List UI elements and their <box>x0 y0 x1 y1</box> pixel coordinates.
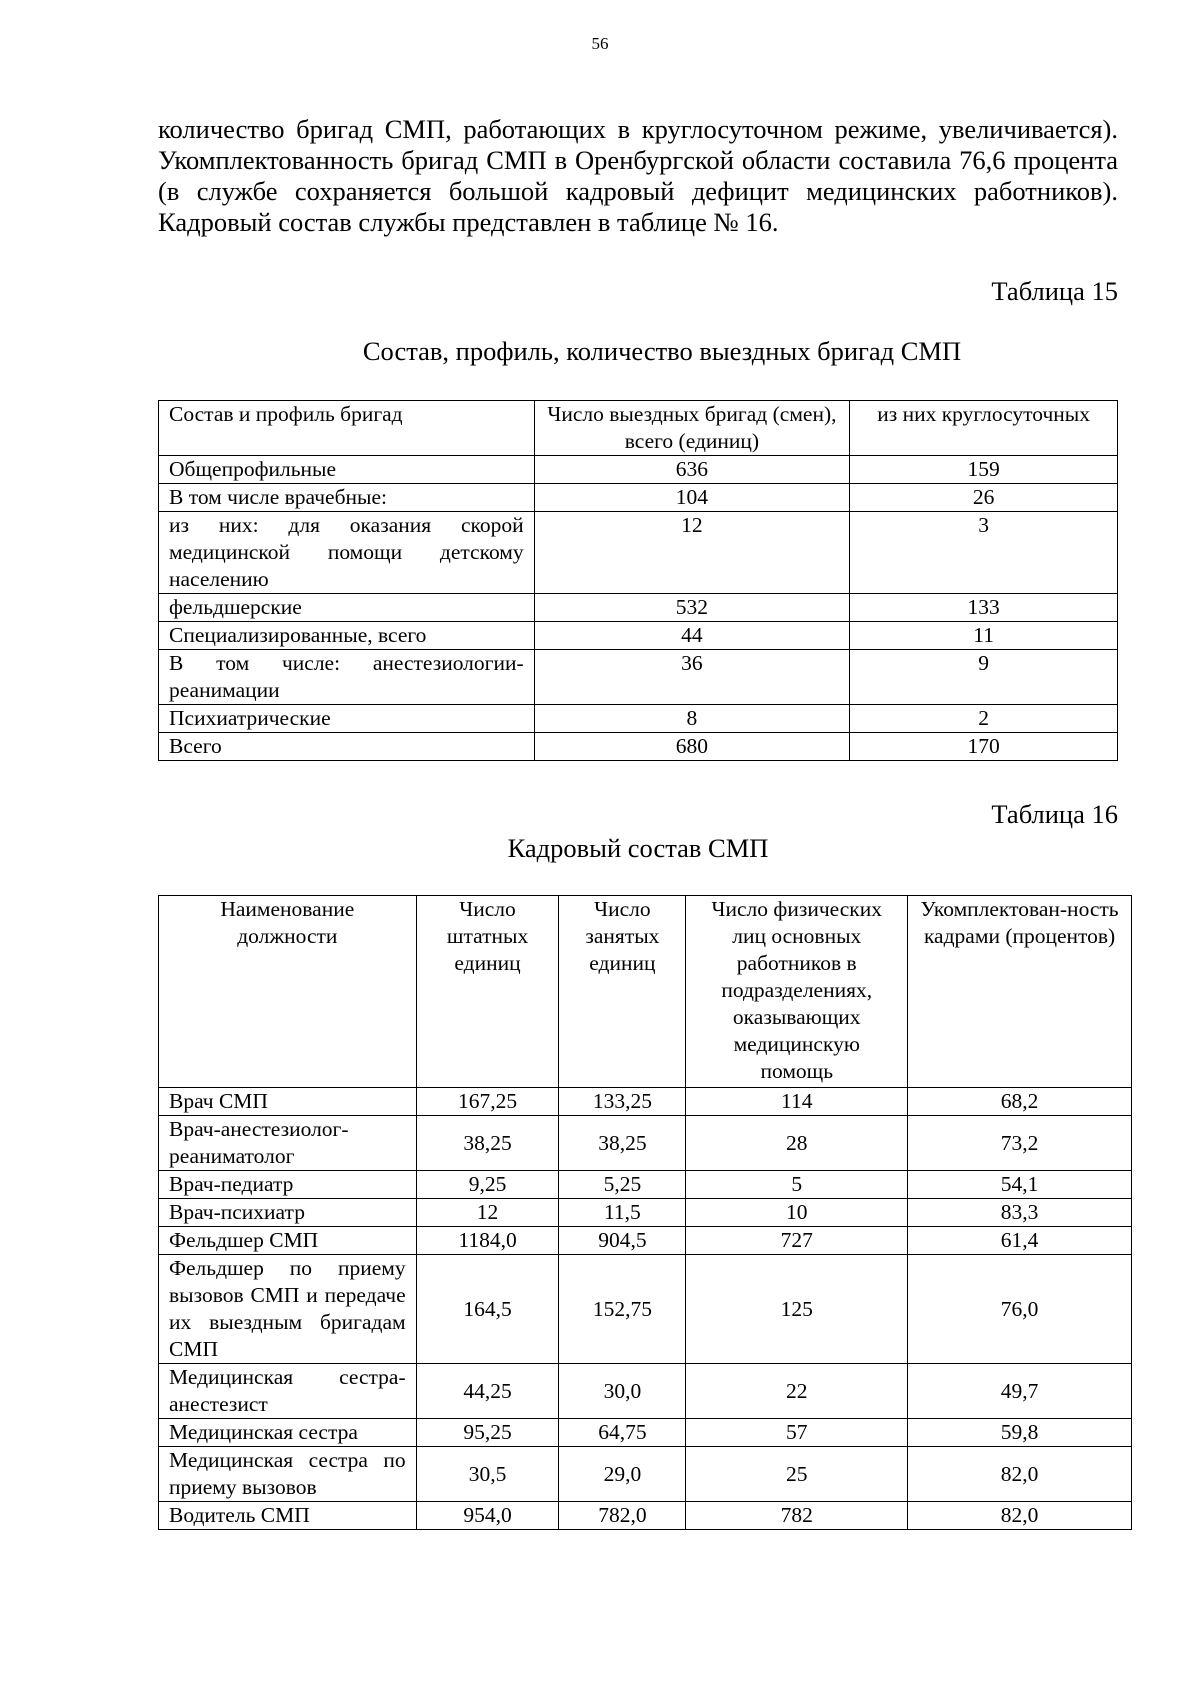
cell-staff: 954,0 <box>416 1502 559 1530</box>
cell-staff: 38,25 <box>416 1116 559 1171</box>
table-row <box>159 594 1118 622</box>
cell-total: 104 <box>534 484 850 512</box>
row-name: В том числе: анестезиологии-реанимации <box>159 650 535 705</box>
cell-occupied: 30,0 <box>559 1364 686 1419</box>
column-header: Состав и профиль бригад <box>159 401 535 456</box>
cell-staffing: 49,7 <box>908 1364 1132 1419</box>
cell-total: 44 <box>534 622 850 650</box>
row-name: фельдшерские <box>159 594 535 622</box>
cell-roundclock: 159 <box>850 456 1118 484</box>
column-header: Число занятых единиц <box>559 896 686 1088</box>
cell-roundclock: 11 <box>850 622 1118 650</box>
cell-occupied: 904,5 <box>559 1227 686 1255</box>
cell-staff: 95,25 <box>416 1419 559 1447</box>
table-row <box>159 512 1118 594</box>
cell-total: 532 <box>534 594 850 622</box>
cell-roundclock: 9 <box>850 650 1118 705</box>
cell-staff: 9,25 <box>416 1171 559 1199</box>
cell-staffing: 61,4 <box>908 1227 1132 1255</box>
cell-staff: 167,25 <box>416 1088 559 1116</box>
cell-occupied: 782,0 <box>559 1502 686 1530</box>
table-row <box>159 705 1118 733</box>
cell-persons: 10 <box>686 1199 908 1227</box>
table-row <box>159 1447 1132 1502</box>
page-number: 56 <box>591 34 609 53</box>
row-name: Фельдшер по приему вызовов СМП и передаче их выездным бригадам СМП <box>159 1255 417 1364</box>
table-row <box>159 1419 1132 1447</box>
table-16-title: Кадровый состав СМП <box>507 833 769 863</box>
cell-staff: 44,25 <box>416 1364 559 1419</box>
cell-persons: 114 <box>686 1088 908 1116</box>
table-row <box>159 1199 1132 1227</box>
column-header: Укомплектован-ность кадрами (процентов) <box>908 896 1132 1088</box>
table-row <box>159 484 1118 512</box>
row-name: Всего <box>159 733 535 761</box>
cell-staffing: 68,2 <box>908 1088 1132 1116</box>
column-header: Число штатных единиц <box>416 896 559 1088</box>
table-row <box>159 1227 1132 1255</box>
cell-persons: 125 <box>686 1255 908 1364</box>
cell-occupied: 5,25 <box>559 1171 686 1199</box>
cell-staffing: 82,0 <box>908 1502 1132 1530</box>
cell-staff: 12 <box>416 1199 559 1227</box>
row-name: Врач-психиатр <box>159 1199 417 1227</box>
row-name: Психиатрические <box>159 705 535 733</box>
table-row <box>159 1364 1132 1419</box>
row-name: Врач-педиатр <box>159 1171 417 1199</box>
cell-occupied: 11,5 <box>559 1199 686 1227</box>
cell-persons: 782 <box>686 1502 908 1530</box>
cell-total: 636 <box>534 456 850 484</box>
cell-staffing: 76,0 <box>908 1255 1132 1364</box>
cell-persons: 5 <box>686 1171 908 1199</box>
row-name: Врач СМП <box>159 1088 417 1116</box>
table-row <box>159 1116 1132 1171</box>
cell-staff: 1184,0 <box>416 1227 559 1255</box>
row-name: Медицинская сестра по приему вызовов <box>159 1447 417 1502</box>
cell-roundclock: 2 <box>850 705 1118 733</box>
row-name: Водитель СМП <box>159 1502 417 1530</box>
cell-staffing: 83,3 <box>908 1199 1132 1227</box>
table-row <box>159 1088 1132 1116</box>
row-name: из них: для оказания скорой медицинской помощи детскому населению <box>159 512 535 594</box>
cell-persons: 22 <box>686 1364 908 1419</box>
table-15-title: Состав, профиль, количество выездных бригад СМП <box>362 336 962 366</box>
table-row <box>159 1255 1132 1364</box>
table-15 <box>158 400 1118 761</box>
column-header: Число выездных бригад (смен), всего (единиц) <box>534 401 850 456</box>
cell-staff: 164,5 <box>416 1255 559 1364</box>
cell-occupied: 29,0 <box>559 1447 686 1502</box>
table-16-label: Таблица 16 <box>991 799 1118 829</box>
cell-occupied: 152,75 <box>559 1255 686 1364</box>
cell-staffing: 82,0 <box>908 1447 1132 1502</box>
row-name: Общепрофильные <box>159 456 535 484</box>
cell-roundclock: 3 <box>850 512 1118 594</box>
table-row <box>159 733 1118 761</box>
cell-occupied: 38,25 <box>559 1116 686 1171</box>
row-name: Медицинская сестра <box>159 1419 417 1447</box>
cell-staffing: 59,8 <box>908 1419 1132 1447</box>
cell-roundclock: 26 <box>850 484 1118 512</box>
cell-roundclock: 133 <box>850 594 1118 622</box>
table-row <box>159 456 1118 484</box>
cell-persons: 57 <box>686 1419 908 1447</box>
table-row <box>159 1171 1132 1199</box>
cell-total: 12 <box>534 512 850 594</box>
cell-persons: 25 <box>686 1447 908 1502</box>
row-name: В том числе врачебные: <box>159 484 535 512</box>
intro-paragraph: количество бригад СМП, работающих в круглосуточном режиме, увеличивается). Укомплектованность бригад СМП в Оренбургской области составила 76,6 процента (в службе сохраняется большой кадровый дефицит медицинских работников). Кадровый состав службы представлен в таблице № 16. <box>158 114 1118 237</box>
cell-persons: 727 <box>686 1227 908 1255</box>
cell-occupied: 133,25 <box>559 1088 686 1116</box>
table-row <box>159 650 1118 705</box>
row-name: Специализированные, всего <box>159 622 535 650</box>
cell-roundclock: 170 <box>850 733 1118 761</box>
table-header-row <box>159 896 1132 1088</box>
column-header: из них круглосуточных <box>850 401 1118 456</box>
cell-total: 8 <box>534 705 850 733</box>
cell-staffing: 54,1 <box>908 1171 1132 1199</box>
table-15-label: Таблица 15 <box>991 276 1118 306</box>
table-header-row <box>159 401 1118 456</box>
table-row <box>159 1502 1132 1530</box>
cell-staffing: 73,2 <box>908 1116 1132 1171</box>
column-header: Наименование должности <box>159 896 417 1088</box>
table-16 <box>158 895 1132 1530</box>
cell-occupied: 64,75 <box>559 1419 686 1447</box>
cell-total: 680 <box>534 733 850 761</box>
cell-persons: 28 <box>686 1116 908 1171</box>
column-header: Число физических лиц основных работников в подразделениях, оказывающих медицинскую помощь <box>686 896 908 1088</box>
table-row <box>159 622 1118 650</box>
cell-staff: 30,5 <box>416 1447 559 1502</box>
cell-total: 36 <box>534 650 850 705</box>
row-name: Медицинская сестра-анестезист <box>159 1364 417 1419</box>
row-name: Фельдшер СМП <box>159 1227 417 1255</box>
row-name: Врач-анестезиолог-реаниматолог <box>159 1116 417 1171</box>
